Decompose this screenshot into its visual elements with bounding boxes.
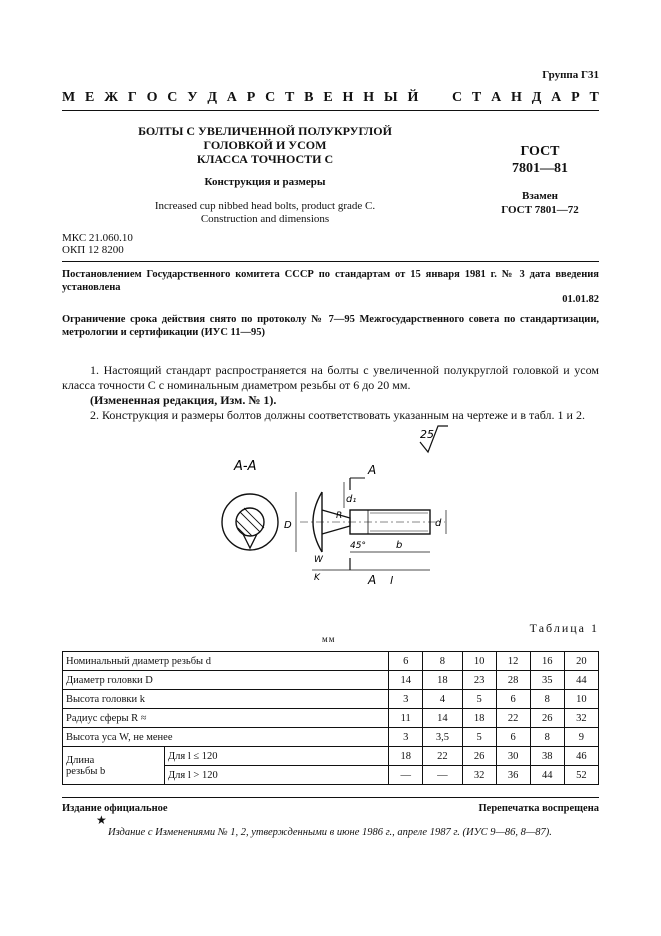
dim-w: W [314, 555, 323, 565]
table-cell: 26 [530, 709, 564, 728]
table-caption: Таблица 1 [529, 621, 599, 635]
table-unit: мм [322, 634, 336, 644]
table-cell: 18 [423, 671, 462, 690]
banner-letter: У [187, 90, 198, 105]
gost-block [485, 143, 595, 217]
banner-letter: С [167, 90, 178, 105]
dim-d1: d₁ [346, 494, 357, 505]
table-cell: 4 [423, 690, 462, 709]
banner-letter: А [491, 90, 502, 105]
dim-R: R [336, 511, 343, 521]
paragraph-1-note: (Измененная редакция, Изм. № 1). [90, 393, 277, 407]
banner-letter: О [146, 90, 158, 105]
replace-number: ГОСТ 7801—72 [501, 204, 579, 216]
official-edition: Издание официальное [62, 803, 168, 814]
cut-label-bottom: А [368, 573, 377, 587]
gost-number: 7801—81 [512, 161, 568, 176]
banner-letter: Р [246, 90, 256, 105]
english-title-1: Increased cup nibbed head bolts, product grade C. [154, 200, 376, 212]
table-row [63, 690, 599, 709]
banner-letter: А [551, 90, 562, 105]
banner-letter: В [304, 90, 314, 105]
table-row [63, 747, 599, 766]
table-cell: 44 [564, 671, 598, 690]
table-cell: 6 [389, 652, 423, 671]
dim-k: K [314, 573, 320, 583]
decree-text: Постановлением Государственного комитета СССР по стандартам от 15 января 1981 г. № 3 дата введения установлена [62, 269, 599, 293]
table-cell: 16 [530, 652, 564, 671]
table-cell: 32 [462, 766, 496, 785]
table-row [63, 728, 599, 747]
okp-code: ОКП 12 8200 [62, 244, 124, 256]
table-cell: 30 [496, 747, 530, 766]
bolt-side-view [300, 492, 445, 552]
banner-letter: Д [531, 90, 542, 105]
banner-letter: А [226, 90, 237, 105]
table-cell: Номинальный диаметр резьбы d [63, 652, 389, 671]
table-cell: 8 [423, 652, 462, 671]
table-cell: 8 [530, 728, 564, 747]
table-cell: 5 [462, 690, 496, 709]
codes-divider [62, 261, 599, 262]
banner-letter: Н [342, 90, 354, 105]
bolt-drawing [200, 420, 470, 595]
standard-banner [62, 90, 599, 106]
table-cell: 14 [389, 671, 423, 690]
banner-letter: Р [571, 90, 580, 105]
table-cell: 22 [423, 747, 462, 766]
banner-letter: Т [589, 90, 599, 105]
table-cell: 52 [564, 766, 598, 785]
group-code: Группа Г31 [542, 69, 599, 81]
banner-letter: С [265, 90, 276, 105]
table-cell: 9 [564, 728, 598, 747]
cut-line [350, 463, 376, 587]
table-cell: 26 [462, 747, 496, 766]
gost-label: ГОСТ [520, 144, 560, 159]
banner-letter: Д [207, 90, 217, 105]
banner-letter: С [451, 90, 463, 105]
banner-letter: Н [511, 90, 522, 105]
limit-text: Ограничение срока действия снято по протоколу № 7—95 Межгосударственного совета по стандартизации, метрологии и сертификации (ИУС 11—95) [62, 314, 599, 338]
table-cell: 3,5 [423, 728, 462, 747]
table-cell: 3 [389, 728, 423, 747]
table-cell: Высота уса W, не менее [63, 728, 389, 747]
paragraph-2: 2. Конструкция и размеры болтов должны соответствовать указанным на чертеже и в табл. 1 и 2. [90, 408, 585, 422]
title-line-3: КЛАССА ТОЧНОСТИ С [196, 152, 334, 166]
table-cell: 22 [496, 709, 530, 728]
title-line-1: БОЛТЫ С УВЕЛИЧЕННОЙ ПОЛУКРУГЛОЙ [138, 124, 392, 138]
table-cell: 11 [389, 709, 423, 728]
table-cell: Высота головки k [63, 690, 389, 709]
replace-label: Взамен [522, 190, 558, 202]
table-cell: 23 [462, 671, 496, 690]
table-cell: 10 [462, 652, 496, 671]
table-cell: 20 [564, 652, 598, 671]
banner-letter: Н [363, 90, 375, 105]
paragraph-1: 1. Настоящий стандарт распространяется на болты с увеличенной полукруглой головкой и усом класса точности С с номинальным диаметром резьбы от 6 до 20 мм. [62, 363, 599, 392]
table-cell: 12 [496, 652, 530, 671]
star-icon: ★ [96, 813, 107, 827]
roughness-mark [420, 426, 448, 452]
section-view [222, 494, 278, 550]
roughness-value: 25 [420, 428, 434, 441]
table-cell: 5 [462, 728, 496, 747]
table-cell: Радиус сферы R ≈ [63, 709, 389, 728]
table-cell: 38 [530, 747, 564, 766]
table-row [63, 671, 599, 690]
banner-letter: Т [471, 90, 482, 105]
dim-d: d [435, 518, 442, 529]
banner-letter: М [62, 90, 76, 105]
banner-letter: Г [127, 90, 137, 105]
table-cell: — [389, 766, 423, 785]
table-cell: Для l > 120 [165, 766, 389, 785]
cut-label-top: А [368, 463, 377, 477]
english-title-2: Construction and dimensions [200, 213, 330, 225]
dim-angle: 45° [350, 541, 366, 551]
dim-l: l [390, 574, 394, 587]
banner-letter: Ы [383, 90, 398, 105]
thread-length-label: Длина резьбы b [63, 747, 165, 785]
table-cell: Диаметр головки D [63, 671, 389, 690]
table-cell: 10 [564, 690, 598, 709]
classification-codes [62, 232, 133, 256]
table-cell: 32 [564, 709, 598, 728]
table-cell: 35 [530, 671, 564, 690]
banner-letter: Т [285, 90, 295, 105]
table-cell: 18 [389, 747, 423, 766]
mks-code: МКС 21.060.10 [62, 232, 133, 244]
table-cell: 18 [462, 709, 496, 728]
table-cell: — [423, 766, 462, 785]
dim-D: D [284, 520, 292, 531]
banner-letter: Ж [104, 90, 119, 105]
decree-date: 01.01.82 [562, 294, 599, 305]
title-block [120, 124, 410, 226]
table-cell: 14 [423, 709, 462, 728]
table-cell: 3 [389, 690, 423, 709]
table-cell: 28 [496, 671, 530, 690]
table-cell: 36 [496, 766, 530, 785]
banner-letter: Е [85, 90, 95, 105]
banner-letter: Е [323, 90, 333, 105]
table-cell: 6 [496, 728, 530, 747]
edition-note: Издание с Изменениями № 1, 2, утвержденными в июне 1986 г., апреле 1987 г. (ИУС 9—86, 8—87). [108, 827, 552, 838]
table-row [63, 652, 599, 671]
dimensions-table [62, 651, 599, 785]
table-cell: 44 [530, 766, 564, 785]
table-cell: 6 [496, 690, 530, 709]
header-divider [62, 110, 599, 111]
reprint-notice: Перепечатка воспрещена [478, 803, 599, 814]
table-cell: 46 [564, 747, 598, 766]
subtitle: Конструкция и размеры [204, 176, 326, 188]
table-cell: Для l ≤ 120 [165, 747, 389, 766]
table-cell: 8 [530, 690, 564, 709]
dim-b: b [396, 540, 403, 551]
title-line-2: ГОЛОВКОЙ И УСОМ [203, 138, 327, 152]
banner-letter: Й [407, 90, 419, 105]
section-label: А-А [234, 459, 257, 474]
footer-divider [62, 797, 599, 798]
table-row [63, 709, 599, 728]
